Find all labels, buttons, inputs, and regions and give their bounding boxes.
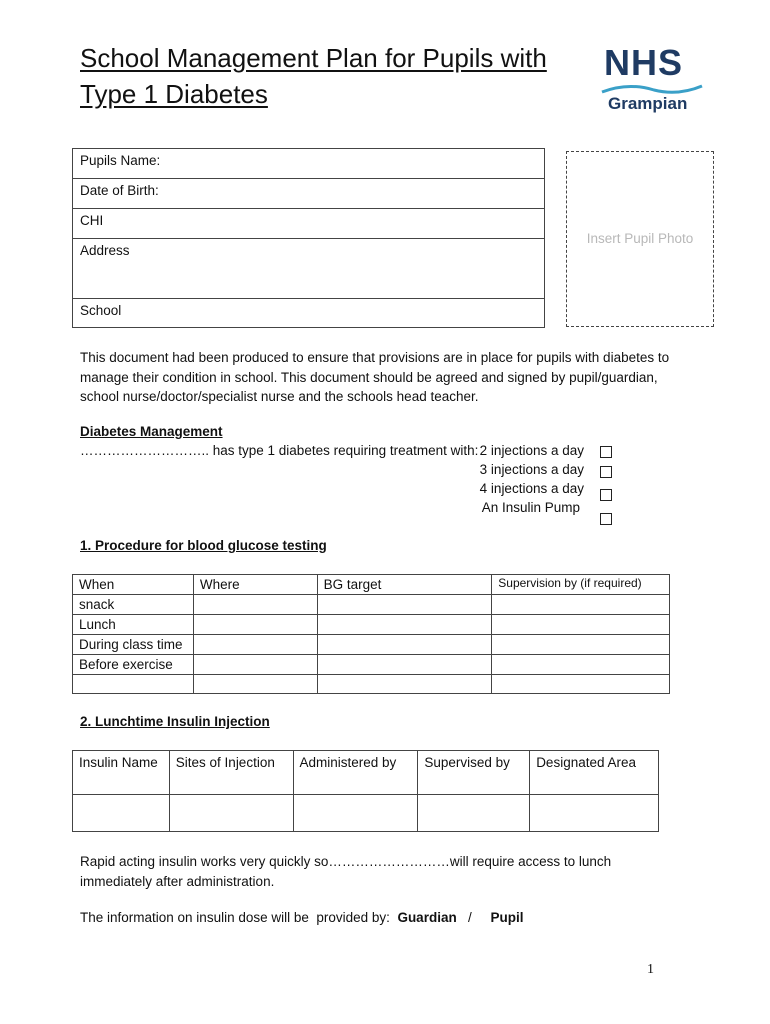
bg-cell[interactable] [492,635,670,655]
insulin-cell[interactable] [418,795,530,832]
insulin-header-administered: Administered by [293,751,418,795]
page-title: School Management Plan for Pupils with Type 1 Diabetes [80,43,547,109]
bg-header-where: Where [193,575,317,595]
insulin-injection-table [72,750,659,832]
bg-cell[interactable] [317,635,492,655]
logo-region: Grampian [608,94,688,113]
bg-row-label [73,675,194,694]
diabetes-management-heading: Diabetes Management [80,424,223,439]
bg-cell[interactable] [193,595,317,615]
bg-cell[interactable] [193,675,317,694]
checkbox-4-injections[interactable] [600,489,612,501]
date-of-birth-field[interactable]: Date of Birth: [73,179,545,209]
insulin-header-sites: Sites of Injection [169,751,293,795]
guardian-option[interactable]: Guardian [397,910,457,925]
option-label-2-injections: 2 injections a day [479,443,584,458]
bg-cell[interactable] [193,655,317,675]
bg-row-label: Before exercise [73,655,194,675]
bg-header-when: When [73,575,194,595]
option-label-3-injections: 3 injections a day [479,462,584,477]
option-label-4-injections: 4 injections a day [479,481,584,496]
bg-header-supervision: Supervision by (if required) [492,575,670,595]
bg-cell[interactable] [317,675,492,694]
checkbox-3-injections[interactable] [600,466,612,478]
checkbox-insulin-pump[interactable] [600,513,612,525]
insulin-cell[interactable] [530,795,659,832]
bg-row-label: During class time [73,635,194,655]
bg-row-label: snack [73,595,194,615]
pupils-name-field[interactable]: Pupils Name: [73,149,545,179]
checkbox-2-injections[interactable] [600,446,612,458]
insulin-cell[interactable] [293,795,418,832]
bg-cell[interactable] [492,615,670,635]
rapid-insulin-note: Rapid acting insulin works very quickly so………………………will require access to lunch immediately after administration. [80,854,612,889]
section2-heading: 2. Lunchtime Insulin Injection [80,714,270,729]
bg-cell[interactable] [317,655,492,675]
school-field[interactable]: School [73,299,545,328]
address-field[interactable]: Address [73,239,545,299]
insulin-cell[interactable] [73,795,170,832]
section1-heading: 1. Procedure for blood glucose testing [80,538,327,553]
pupil-photo-placeholder[interactable] [566,151,714,327]
dose-info-text: The information on insulin dose will be provided by: [80,910,390,925]
option-label-insulin-pump: An Insulin Pump [481,500,580,515]
bg-cell[interactable] [317,615,492,635]
nhs-grampian-logo [598,42,708,120]
bg-cell[interactable] [492,595,670,615]
diabetes-statement: ……………………….. has type 1 diabetes requiring treatment with: [80,443,479,458]
photo-placeholder-label: Insert Pupil Photo [586,230,694,246]
page-number: 1 [647,962,654,977]
insulin-cell[interactable] [169,795,293,832]
bg-cell[interactable] [492,675,670,694]
pupil-option[interactable]: Pupil [490,910,524,925]
bg-testing-table [72,574,670,694]
bg-cell[interactable] [492,655,670,675]
dose-separator: / [467,910,472,925]
pupil-info-table [72,148,545,328]
dose-info [80,910,524,925]
bg-row-label: Lunch [73,615,194,635]
bg-header-target: BG target [317,575,492,595]
bg-cell[interactable] [193,635,317,655]
intro-paragraph: This document had been produced to ensure that provisions are in place for pupils with diabetes to manage their condition in school. This document should be agreed and signed by pupil/guardian, school nurse/doctor/specialist nurse and the schools head teacher. [80,350,670,404]
bg-cell[interactable] [193,615,317,635]
chi-field[interactable]: CHI [73,209,545,239]
insulin-header-area: Designated Area [530,751,659,795]
insulin-header-supervised: Supervised by [418,751,530,795]
bg-cell[interactable] [317,595,492,615]
insulin-header-name: Insulin Name [73,751,170,795]
logo-org: NHS [604,42,684,83]
